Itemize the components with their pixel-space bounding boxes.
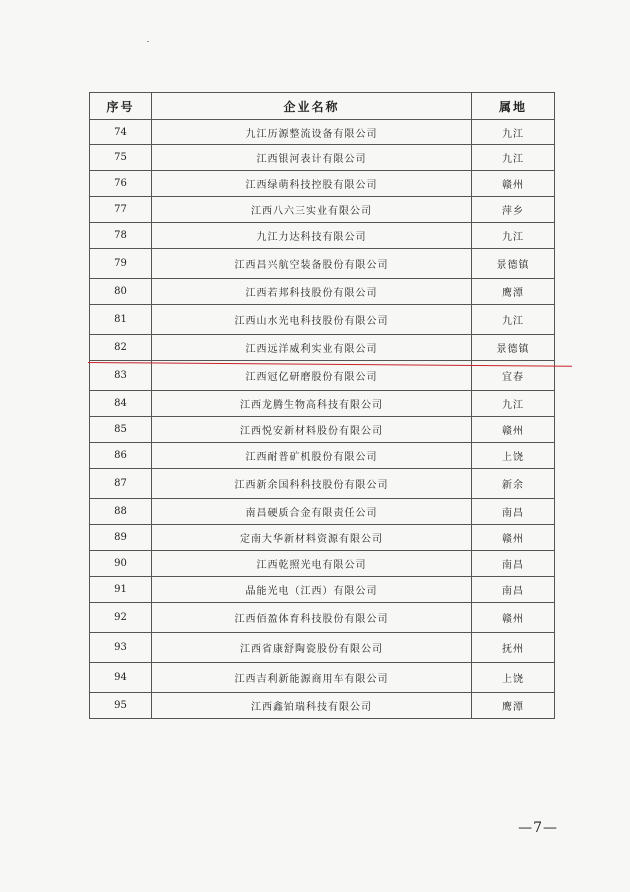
region-cell: 南昌 <box>472 551 555 577</box>
company-name-cell: 江西银河表计有限公司 <box>152 145 472 171</box>
company-name-cell: 江西龙腾生物高科技有限公司 <box>152 391 472 417</box>
serial-cell: 88 <box>90 499 152 525</box>
serial-cell: 74 <box>90 120 152 145</box>
serial-cell: 75 <box>90 145 152 171</box>
region-cell: 南昌 <box>472 577 555 603</box>
company-name-cell: 江西新余国科科技股份有限公司 <box>152 469 472 499</box>
table-row <box>90 171 555 197</box>
company-name-cell: 江西绿萌科技控股有限公司 <box>152 171 472 197</box>
region-cell: 鹰潭 <box>472 693 555 719</box>
serial-cell: 81 <box>90 305 152 335</box>
header-region: 属地 <box>472 93 555 120</box>
table-row <box>90 551 555 577</box>
table-row <box>90 279 555 305</box>
region-cell: 赣州 <box>472 171 555 197</box>
region-cell: 赣州 <box>472 525 555 551</box>
table-row <box>90 633 555 663</box>
table-header <box>90 93 555 120</box>
header-company-name: 企业名称 <box>152 93 472 120</box>
region-cell: 九江 <box>472 391 555 417</box>
header-serial: 序号 <box>90 93 152 120</box>
company-name-cell: 江西冠亿研磨股份有限公司 <box>152 361 472 391</box>
region-cell: 九江 <box>472 305 555 335</box>
serial-cell: 84 <box>90 391 152 417</box>
region-cell: 九江 <box>472 120 555 145</box>
company-name-cell: 江西远洋威利实业有限公司 <box>152 335 472 361</box>
region-cell: 赣州 <box>472 603 555 633</box>
region-cell: 南昌 <box>472 499 555 525</box>
serial-cell: 76 <box>90 171 152 197</box>
company-name-cell: 江西昌兴航空装备股份有限公司 <box>152 249 472 279</box>
company-name-cell: 江西佰盈体育科技股份有限公司 <box>152 603 472 633</box>
serial-cell: 90 <box>90 551 152 577</box>
serial-cell: 91 <box>90 577 152 603</box>
serial-cell: 93 <box>90 633 152 663</box>
company-name-cell: 晶能光电（江西）有限公司 <box>152 577 472 603</box>
table-row <box>90 197 555 223</box>
company-name-cell: 江西鑫铂瑞科技有限公司 <box>152 693 472 719</box>
table-row <box>90 499 555 525</box>
table-row <box>90 663 555 693</box>
company-name-cell: 九江力达科技有限公司 <box>152 223 472 249</box>
company-name-cell: 江西山水光电科技股份有限公司 <box>152 305 472 335</box>
serial-cell: 77 <box>90 197 152 223</box>
table-body <box>90 120 555 719</box>
company-name-cell: 江西八六三实业有限公司 <box>152 197 472 223</box>
region-cell: 赣州 <box>472 417 555 443</box>
table-row <box>90 145 555 171</box>
region-cell: 新余 <box>472 469 555 499</box>
serial-cell: 85 <box>90 417 152 443</box>
table-row <box>90 577 555 603</box>
table-row <box>90 305 555 335</box>
company-name-cell: 江西若邦科技股份有限公司 <box>152 279 472 305</box>
region-cell: 景德镇 <box>472 249 555 279</box>
table-row <box>90 469 555 499</box>
serial-cell: 80 <box>90 279 152 305</box>
serial-cell: 94 <box>90 663 152 693</box>
table-row <box>90 525 555 551</box>
company-name-cell: 九江历源整流设备有限公司 <box>152 120 472 145</box>
table-row <box>90 335 555 361</box>
region-cell: 九江 <box>472 223 555 249</box>
serial-cell: 86 <box>90 443 152 469</box>
table-row <box>90 223 555 249</box>
region-cell: 抚州 <box>472 633 555 663</box>
company-name-cell: 江西耐普矿机股份有限公司 <box>152 443 472 469</box>
region-cell: 上饶 <box>472 443 555 469</box>
serial-cell: 78 <box>90 223 152 249</box>
table-row <box>90 391 555 417</box>
table-row <box>90 693 555 719</box>
company-name-cell: 江西乾照光电有限公司 <box>152 551 472 577</box>
table-row <box>90 120 555 145</box>
company-name-cell: 江西吉利新能源商用车有限公司 <box>152 663 472 693</box>
region-cell: 萍乡 <box>472 197 555 223</box>
region-cell: 景德镇 <box>472 335 555 361</box>
serial-cell: 87 <box>90 469 152 499</box>
region-cell: 宜春 <box>472 361 555 391</box>
table-row <box>90 249 555 279</box>
table-row <box>90 443 555 469</box>
table-row <box>90 603 555 633</box>
serial-cell: 89 <box>90 525 152 551</box>
serial-cell: 92 <box>90 603 152 633</box>
company-name-cell: 江西省康舒陶瓷股份有限公司 <box>152 633 472 663</box>
company-name-cell: 定南大华新材料资源有限公司 <box>152 525 472 551</box>
company-name-cell: 南昌硬质合金有限责任公司 <box>152 499 472 525</box>
region-cell: 上饶 <box>472 663 555 693</box>
serial-cell: 82 <box>90 335 152 361</box>
scan-speck <box>147 41 149 42</box>
serial-cell: 95 <box>90 693 152 719</box>
page-number: —7— <box>518 820 558 836</box>
company-name-cell: 江西悦安新材料股份有限公司 <box>152 417 472 443</box>
region-cell: 鹰潭 <box>472 279 555 305</box>
table-row <box>90 417 555 443</box>
serial-cell: 83 <box>90 361 152 391</box>
enterprise-table <box>89 92 555 719</box>
region-cell: 九江 <box>472 145 555 171</box>
serial-cell: 79 <box>90 249 152 279</box>
